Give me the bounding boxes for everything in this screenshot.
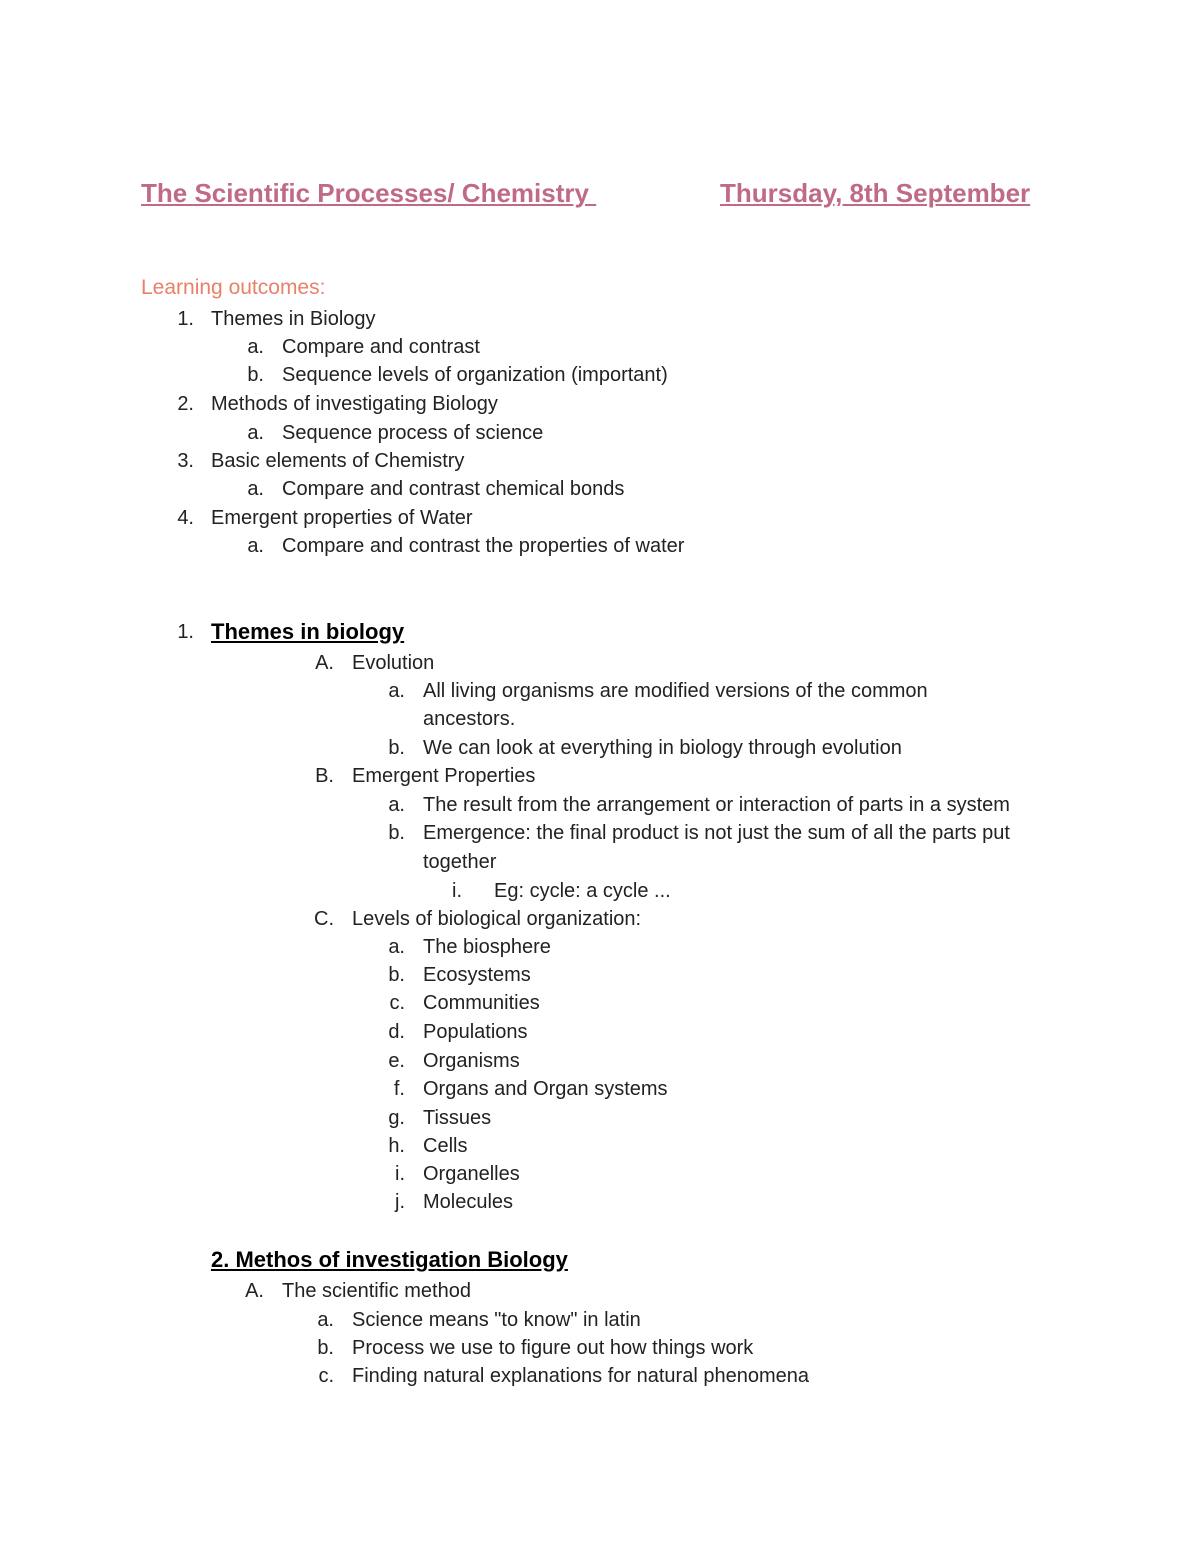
document-date: Thursday, 8th September xyxy=(720,178,1031,208)
document-page: The Scientific Processes/ Chemistry Thursday, 8th September Learning outcomes: 1. Themes in Biology a. Compare and contrast b. Sequence levels of organization (important) 2. Methods of investigating Biology a. Sequence process of science 3. Basic elements of Chemistry a. Compare and contrast chemical bonds 4. Emergent properties of Water a. Compare and contrast the properties of water 1. Themes in biology A. Evolution a. All living organisms are modified versions of the common ancestors. b. We can look at everything in biology through evolution B. Emergent Properties a. The result from the arrangement or interaction of parts in a system b. Emergence: the final product is not just the sum of all the parts put together i. Eg: cycle: a cycle ... C. Levels of biological organization: a. The biosphere b. Ecosystems c. Communities d. Populations e. Organisms f. Organs and Organ systems g. Tissues h. Cells i. Organelles j. Molecules 2. Methos of investigation Biology A. The scientific method a. Science means "to know" in latin b. Process we use to figure out how things work c. Finding natural explanations for natural phenomena xyxy=(141,178,1031,1387)
learning-outcomes-heading: Learning outcomes: xyxy=(141,276,326,299)
document-title: The Scientific Processes/ Chemistry xyxy=(141,178,597,208)
